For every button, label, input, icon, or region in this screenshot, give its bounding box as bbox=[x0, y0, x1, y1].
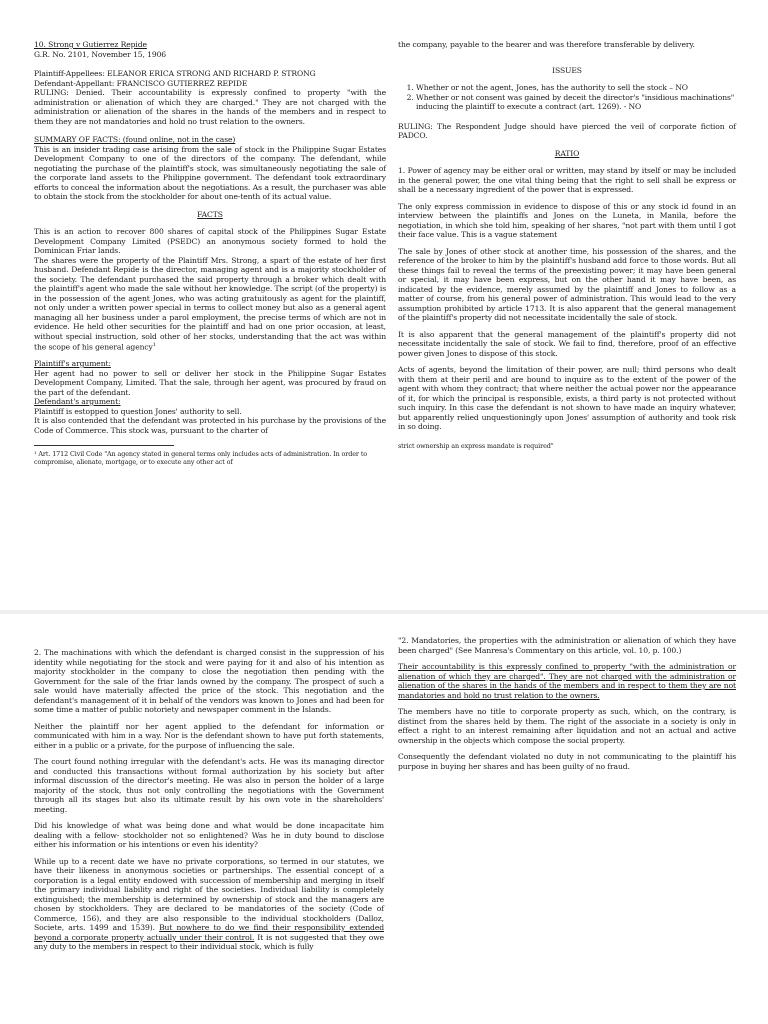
page1-left-column bbox=[34, 40, 386, 466]
footnote-divider bbox=[34, 445, 174, 446]
case-title: 10. Strong v Gutierrez Repide bbox=[34, 40, 147, 49]
defendant-argument-1: Plaintiff is estopped to question Jones' authority to sell. bbox=[34, 406, 242, 416]
continuation-text: the company, payable to the bearer and was therefore transferable by delivery. bbox=[398, 40, 695, 49]
corporations-underlined: But nowhere to do we find their responsibility extended beyond a corporate property actually under their control. bbox=[34, 923, 384, 942]
ruling-text: RULING: The Respondent Judge should have pierced the veil of corporate fiction of PADCO. bbox=[398, 121, 736, 140]
plaintiff-appellees: Plaintiff-Appellees: ELEANOR ERICA STRONG AND RICHARD P. STRONG bbox=[34, 69, 316, 78]
facts-heading: FACTS bbox=[197, 209, 223, 219]
page2-right-column bbox=[398, 636, 736, 778]
corporations-paragraph bbox=[34, 857, 384, 952]
court-finding-paragraph: The court found nothing irregular with the defendant's acts. He was its managing director and conducted this transactions without formal authorization by his society but after informal discussion of the director's meeting. He was also in person the holder of a large majority of the stock, thus not only controlling the negotiations with the Government through all its stages but also its ultimate result by his own vote in the shareholders' meeting. bbox=[34, 757, 384, 814]
ratio-paragraph-5: Acts of agents, beyond the limitation of their power, are null; third persons who dealt with them at their peril and are bound to inquire as to the extent of the power of the agent with whom they contract; that where neither the actual power nor the appearance of it, for which the principal is responsible, exists, a third party is not protected without such inquiry. In this case the defendant is not shown to have made an inquiry whatever, but apparently relied unquestioningly upon Jones' assumption of authority and took risk in so doing. bbox=[398, 365, 736, 431]
ruling-summary: RULING: Denied. Their accountability is expressly confined to property "with the administration or alienation of which they are charged." They are not charged with the administration or alienation of the shares in the hands of the members and in respect to them they are not mandatories and hold no trust relation to the owners. bbox=[34, 88, 386, 126]
footnote-marker: 1 bbox=[152, 342, 156, 348]
ratio-paragraph-1: 1. Power of agency may be either oral or written, may stand by itself or may be included in the general power, the one vital thing being that the right to sell shall be express or shall be a necessary ingredient of the power that is expressed. bbox=[398, 166, 736, 194]
footnote-continuation: strict ownership an express mandate is required" bbox=[398, 441, 554, 450]
issues-heading: ISSUES bbox=[552, 65, 582, 75]
summary-heading: SUMMARY OF FACTS: (found online, not in the case) bbox=[34, 135, 236, 144]
ratio-heading: RATIO bbox=[554, 148, 580, 158]
ratio-paragraph-3: The sale by Jones of other stock at another time, his possession of the shares, and the reference of the broker to him by the plaintiff's husband add force to those words. But all these things fail to reveal the terms of the preexisting power; it may have been general or special, it may have been express, but on the other hand it may have been, as indicated by the evidence, merely assumed by the plaintiff and Jones to follow as a matter of course, from his general power of administration. This would lead to the very assumption prohibited by article 1713. It is also apparent that the general management of the plaintiff's property did not necessitate incidentally the sale of stock. bbox=[398, 246, 736, 322]
defendant-appellant: Defendant-Appellant: FRANCISCO GUTIERREZ REPIDE bbox=[34, 78, 248, 88]
members-title-paragraph: The members have no title to corporate property as such, which, on the contrary, is distinct from the shares held by them. The right of the associate in a society is only in effect a right to an interest remaining after liquidation and not an actual and active ownership in the objects which compose the social property. bbox=[398, 707, 736, 745]
machinations-paragraph: 2. The machinations with which the defendant is charged consist in the suppression of his identity while negotiating for the stock and were paying for it and also of his intention as majority stockholder in the company to close the negotiation then pending with the Government for the sale of the friar lands owned by the company. The prospect of such a sale would have materially affected the price of the stock. This negotiation and the defendant's management of it in behalf of the vendors was known to Jones and had been for some time a matter of public notoriety and newspaper comment in the Islands. bbox=[34, 648, 384, 714]
conclusion-paragraph: Consequently the defendant violated no duty in not communicating to the plaintiff his purpose in buying her shares and has been guilty of no fraud. bbox=[398, 752, 736, 771]
facts-paragraph-2-text: The shares were the property of the Plaintiff Mrs. Strong, a spart of the estate of her first husband. Defendant Repide is the director, managing agent and is a majority stockholder of the society. The defendant purchased the said property through a broker which dealt with the plaintiff's agent who made the sale without her knowledge. The script (of the property) is in the possession of the agent Jones, who was acting gratuitously as agent for the plaintiff, not only under a written power special in terms to collect money but also as a general agent managing all her business under a parol employment, the precise terms of which are not in evidence. He held other securities for the plaintiff and had on one prior occasion, at least, without special instruction, sold other of her stocks, understanding that the act was within the scope of his general agency bbox=[34, 255, 386, 352]
plaintiff-argument-heading: Plaintiff's argument: bbox=[34, 359, 111, 369]
defendant-argument-2: It is also contended that the defendant was protected in his purchase by the provisions of the Code of Commerce. This stock was, pursuant to the charter of bbox=[34, 416, 386, 435]
knowledge-question-paragraph: Did his knowledge of what was being done and what would be done incapacitate him dealing with a fellow- stockholder not so enlightened? Was he in duty bound to disclose either his information or his intentions or even his identity? bbox=[34, 821, 384, 849]
summary-text: This is an insider trading case arising from the sale of stock in the Philippine Sugar Estates Development Company to one of the directors of the company. The defendant, while negotiating the purchase of the plaintiff's stock, was simultaneously negotiating the sale of the corporate land assets to the Philippine government. The defendant took extraordinary efforts to conceal the information about the negotiations. As a result, the purchaser was able to obtain the stock from the stockholder for about one-tenth of its actual value. bbox=[34, 144, 386, 201]
inquiry-paragraph: Neither the plaintiff nor her agent applied to the defendant for information or communicated with him in a way. Nor is the defendant shown to have put forth statements, either in a public or a private, for the purpose of influencing the sale. bbox=[34, 721, 384, 750]
defendant-argument-heading: Defendant's argument: bbox=[34, 397, 121, 407]
footnote-text: ¹ Art. 1712 Civil Code "An agency stated in general terms only includes acts of administration. In order to compromise, alienate, mortgage, or to execute any other act of bbox=[34, 450, 368, 467]
accountability-paragraph: Their accountability is this expressly confined to property "with the administration or alienation of which they are charged". They are not charged with the administration or alienation of the shares in the hands of the members and in respect to them they are not mandatories and hold no trust relation to the owners. bbox=[398, 662, 736, 700]
issue-item: 1. Whether or not the agent, Jones, has the authority to sell the stock – NO bbox=[416, 83, 736, 93]
page2-left-column bbox=[34, 648, 384, 959]
issues-list bbox=[398, 83, 736, 112]
plaintiff-argument-text: Her agent had no power to sell or deliver her stock in the Philippine Sugar Estates Development Company, Limited. That the sale, through her agent, was procured by fraud on the part of the defendant. bbox=[34, 368, 386, 397]
facts-paragraph-1: This is an action to recover 800 shares of capital stock of the Philippines Sugar Estate Development Company Limited (PSEDC) an anonymous society formed to hold the Dominican Friar lands. bbox=[34, 227, 386, 255]
issue-item: 2. Whether or not consent was gained by deceit the director's "insidious machinations" inducing the plaintiff to execute a contract (art. 1269). - NO bbox=[416, 93, 736, 112]
case-gr-number: G.R. No. 2101, November 15, 1906 bbox=[34, 49, 167, 59]
manresa-quote: "2. Mandatories, the properties with the administration or alienation of which they have been charged" (See Manresa's Commentary on this article, vol. 10, p. 100.) bbox=[398, 636, 736, 655]
ratio-paragraph-4: It is also apparent that the general management of the plaintiff's property did not necessitate incidentally the sale of stock. We fail to find, therefore, proof of an effective power given Jones to dispose of this stock. bbox=[398, 329, 736, 358]
facts-paragraph-2 bbox=[34, 256, 386, 353]
corporations-end: It is not suggested that they owe any duty to the members in respect to their individual stock, which is fully bbox=[34, 932, 384, 951]
page1-right-column bbox=[398, 40, 736, 450]
ratio-paragraph-2: The only express commission in evidence to dispose of this or any stock id found in an interview between the plaintiffs and Jones on the Luneta, in Manila, before the negotiation, in which she told him, speaking of her shares, "not part with them until I got their face value. This is a vague statement bbox=[398, 201, 736, 239]
corporations-text: While up to a recent date we have no private corporations, so termed in our statutes, we have their likeness in anonymous societies or partnerships. The essential concept of a corporation is a legal entity endowed with succession of membership and merging in itself the primary individual liability and right of the societies. Individual liability is completely extinguished; the membership is determined by ownership of stock and the managers are chosen by stockholders. They are declared to be mandatories of the society (Code of Commerce, 156), and they are also responsible to the individual stockholders (Dalloz, Societe, arts. 1499 and 1539). bbox=[34, 856, 384, 932]
